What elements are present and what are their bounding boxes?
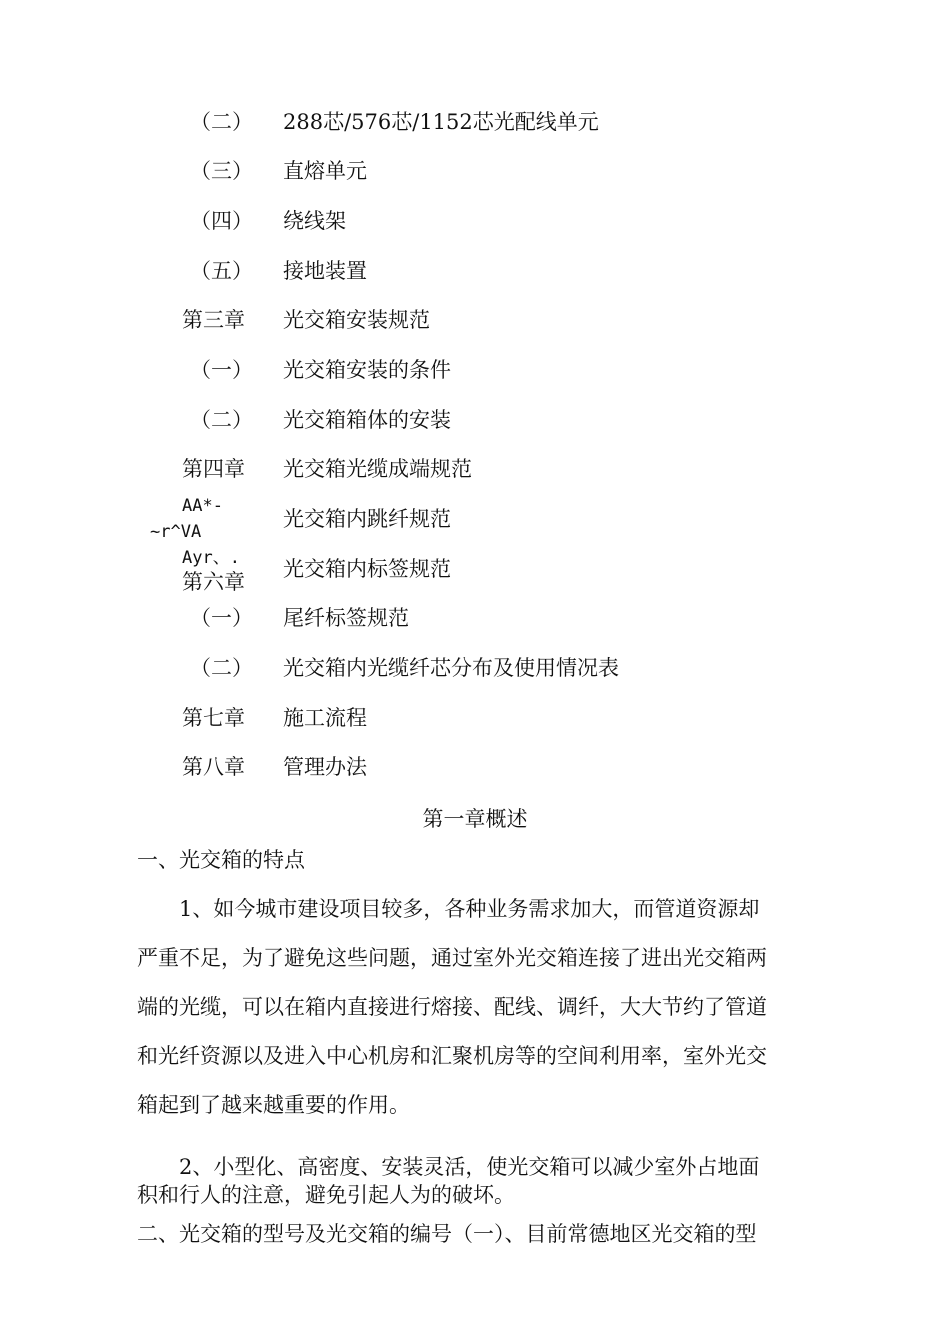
paragraph-line: 严重不足，为了避免这些问题，通过室外光交箱连接了进出光交箱两 — [137, 946, 767, 970]
toc-item-number: 第三章 — [182, 308, 245, 332]
toc-item-number: （二） — [190, 110, 253, 134]
paragraph-line: 积和行人的注意，避免引起人为的破坏。 — [137, 1183, 515, 1207]
paragraph-line: 1、如今城市建设项目较多，各种业务需求加大，而管道资源却 — [137, 897, 760, 921]
garbled-text: ~r^VA — [150, 522, 202, 542]
toc-item-number: 第六章 — [182, 570, 245, 594]
paragraph — [137, 1153, 812, 1209]
toc-item-title: 288芯/576芯/1152芯光配线单元 — [283, 110, 599, 134]
toc-item — [0, 305, 950, 335]
toc-item-title: 光交箱安装规范 — [283, 308, 430, 332]
toc-item-number: （一） — [190, 606, 253, 630]
paragraph-line: 箱起到了越来越重要的作用。 — [137, 1093, 410, 1117]
toc-item-title: 管理办法 — [283, 755, 367, 779]
toc-item-number: （三） — [190, 159, 253, 183]
toc-item — [0, 256, 950, 286]
toc-item — [0, 504, 950, 534]
paragraph-line: 端的光缆，可以在箱内直接进行熔接、配线、调纤，大大节约了管道 — [137, 995, 767, 1019]
toc-item — [0, 454, 950, 484]
toc-item-number: （一） — [190, 358, 253, 382]
toc-item-title: 直熔单元 — [283, 159, 367, 183]
section-heading: 一、光交箱的特点 — [137, 848, 305, 872]
toc-item — [0, 107, 950, 137]
chapter-title: 第一章概述 — [422, 807, 528, 831]
toc-item-number: 第四章 — [182, 457, 245, 481]
toc-item-title: 接地装置 — [283, 259, 367, 283]
toc-item-title: 光交箱光缆成端规范 — [283, 457, 472, 481]
toc-item — [0, 603, 950, 633]
toc-item-chapter-six-label — [0, 567, 950, 597]
toc-item-title: 光交箱内光缆纤芯分布及使用情况表 — [283, 656, 619, 680]
garbled-text: Ayr、. — [182, 548, 240, 568]
toc-item — [0, 156, 950, 186]
toc-item-title: 施工流程 — [283, 706, 367, 730]
toc-item — [0, 752, 950, 782]
toc-item — [0, 405, 950, 435]
toc-item-number: （二） — [190, 656, 253, 680]
paragraph-line: 2、小型化、高密度、安装灵活，使光交箱可以减少室外占地面 — [137, 1155, 760, 1179]
paragraph-line: 和光纤资源以及进入中心机房和汇聚机房等的空间利用率，室外光交 — [137, 1044, 767, 1068]
toc-item-title: 尾纤标签规范 — [283, 606, 409, 630]
section-heading: 二、光交箱的型号及光交箱的编号（一）、目前常德地区光交箱的型 — [137, 1222, 757, 1246]
toc-item-title: 绕线架 — [283, 209, 346, 233]
toc-item-number: （五） — [190, 259, 253, 283]
toc-item-number: 第七章 — [182, 706, 245, 730]
toc-item-title: 光交箱安装的条件 — [283, 358, 451, 382]
toc-item-number: （二） — [190, 408, 253, 432]
toc-item-number: 第八章 — [182, 755, 245, 779]
garbled-text: AA*- — [182, 496, 223, 516]
paragraph — [137, 885, 812, 1130]
toc-item — [0, 653, 950, 683]
toc-item-title: 光交箱内标签规范 — [283, 557, 451, 581]
toc-item — [0, 206, 950, 236]
toc-item — [0, 703, 950, 733]
toc-item — [0, 355, 950, 385]
toc-item-title: 光交箱箱体的安装 — [283, 408, 451, 432]
toc-item-number: （四） — [190, 209, 253, 233]
toc-item-title: 光交箱内跳纤规范 — [283, 507, 451, 531]
